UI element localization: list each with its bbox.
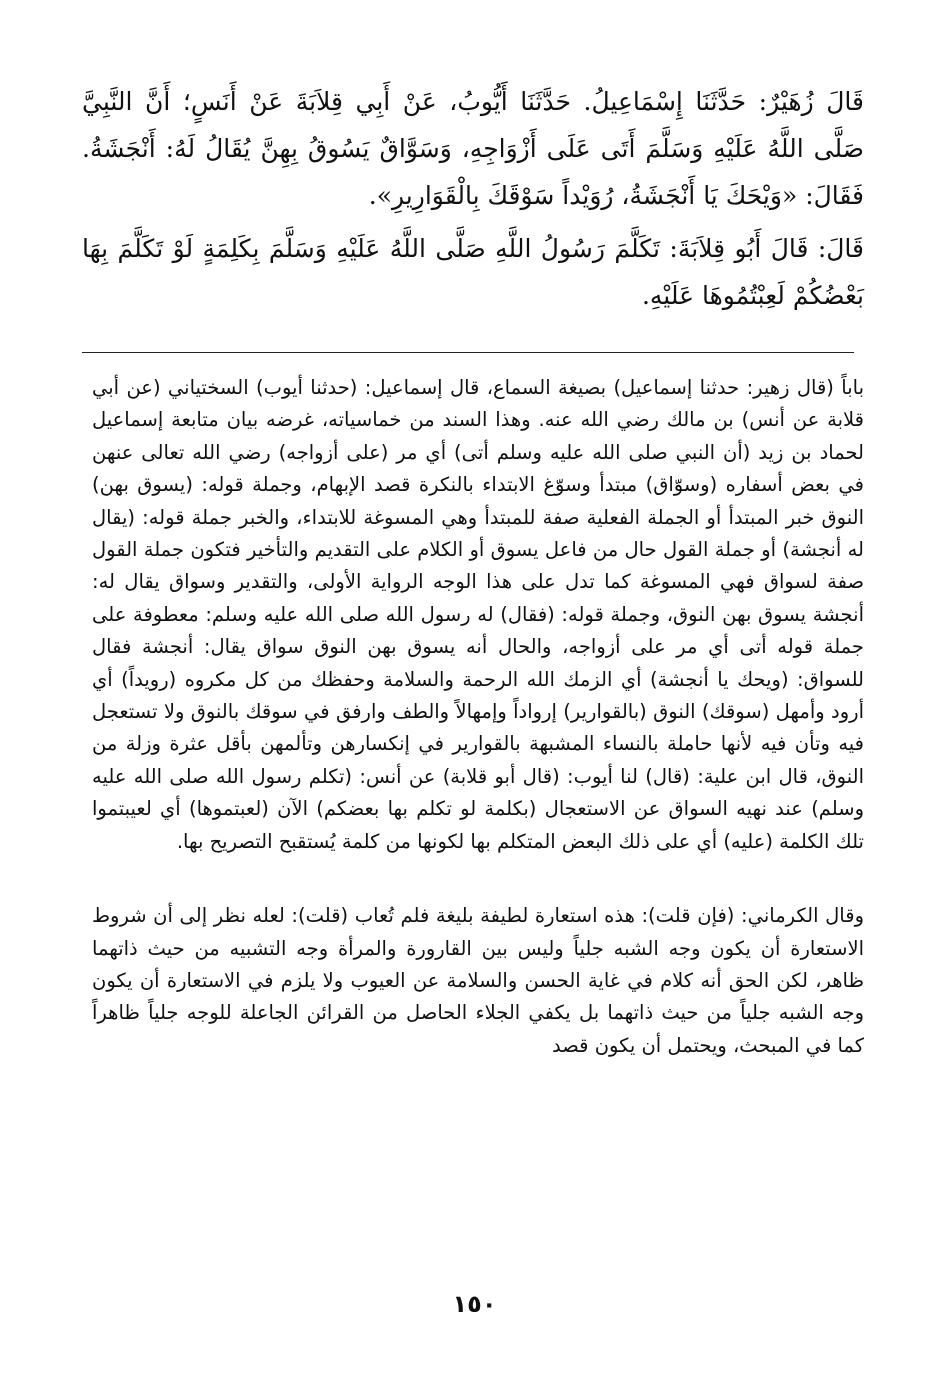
commentary-block [92,372,864,1062]
hadith-main-text [82,78,864,319]
footnote-separator [82,352,854,353]
commentary-paragraph-1: باباً (قال زهير: حدثنا إسماعيل) بصيغة السماع، قال إسماعيل: (حدثنا أيوب) السختياني (عن أبي قلابة عن أنس) بن مالك رضي الله عنه. وهذا السند من خماسياته، غرضه بيان متابعة إسماعيل لحماد بن زيد (أن النبي صلى الله عليه وسلم أتى) أي مر (على أزواجه) رضي الله تعالى عنهن في بعض أسفاره (وسوّاق) مبتدأ وسوّغ الابتداء بالنكرة قصد الإبهام، وجملة قوله: (يسوق بهن) النوق خبر المبتدأ أو الجملة الفعلية صفة للمبتدأ وهي المسوغة للابتداء، والخبر جملة قوله: (يقال له أنجشة) أو جملة القول حال من فاعل يسوق أو الكلام على التقديم والتأخير فتكون جملة القول صفة لسواق فهي المسوغة كما تدل على هذا الوجه الرواية الأولى، والتقدير وسواق يقال له: أنجشة يسوق بهن النوق، وجملة قوله: (فقال) له رسول الله صلى الله عليه وسلم: معطوفة على جملة قوله أتى أي مر على أزواجه، والحال أنه يسوق بهن النوق سواق يقال: أنجشة فقال للسواق: (ويحك يا أنجشة) أي الزمك الله الرحمة والسلامة وحفظك من كل مكروه (رويداً) أي أرود وأمهل (سوقك) النوق (بالقوارير) إرواداً وإمهالاً والطف وارفق في سوقك بالنوق ولا تستعجل فيه وتأن فيه لأنها حاملة بالنساء المشبهة بالقوارير في إنكسارهن وتألمهن بأقل عثرة وزلة من النوق، قال ابن علية: (قال) لنا أيوب: (قال أبو قلابة) عن أنس: (تكلم رسول الله صلى الله عليه وسلم) عند نهيه السواق عن الاستعجال (بكلمة لو تكلم بها بعضكم) الآن (لعبتموها) أي لعيبتموا تلك الكلمة (عليه) أي على ذلك البعض المتكلم بها لكونها من كلمة يُستقبح التصريح بها. [92,376,864,853]
commentary-paragraph-2: وقال الكرماني: (فإن قلت): هذه استعارة لطيفة بليغة فلم تُعاب (قلت): لعله نظر إلى أن شروط الاستعارة أن يكون وجه الشبه جلياً وليس بين القارورة والمرأة وجه التشبيه من حيث ذاتهما ظاهر، لكن الحق أنه كلام في غاية الحسن والسلامة عن العيوب ولا يلزم في الاستعارة أن يكون وجه الشبه جلياً من حيث ذاتهما بل يكفي الجلاء الحاصل من القرائن الجاعلة للوجه جلياً ظاهراً كما في المبحث، ويحتمل أن يكون قصد [92,904,864,1057]
hadith-paragraph-2: قَالَ: قَالَ أَبُو قِلاَبَةَ: تَكَلَّمَ رَسُولُ اللَّهِ صَلَّى اللَّهُ عَلَيْهِ وَسَلَّمَ بِكَلِمَةٍ لَوْ تَكَلَّمَ بِهَا بَعْضُكُمْ لَعِبْتُمُوهَا عَلَيْهِ. [82,234,864,310]
hadith-paragraph-1: قَالَ زُهَيْرٌ: حَدَّثَنَا إِسْمَاعِيلُ. حَدَّثَنَا أَيُّوبُ، عَنْ أَبِي قِلاَبَةَ عَنْ أَنَسٍ؛ أَنَّ النَّبِيَّ صَلَّى اللَّهُ عَلَيْهِ وَسَلَّمَ أَتَى عَلَى أَزْوَاجِهِ، وَسَوَّاقٌ يَسُوقُ بِهِنَّ يُقَالُ لَهُ: أَنْجَشَةُ. فَقَالَ: «وَيْحَكَ يَا أَنْجَشَةُ، رُوَيْداً سَوْقَكَ بِالْقَوَارِيرِ». [82,87,864,210]
page-number: ١٥٠ [452,1290,497,1318]
hadith-text-block [82,78,864,319]
